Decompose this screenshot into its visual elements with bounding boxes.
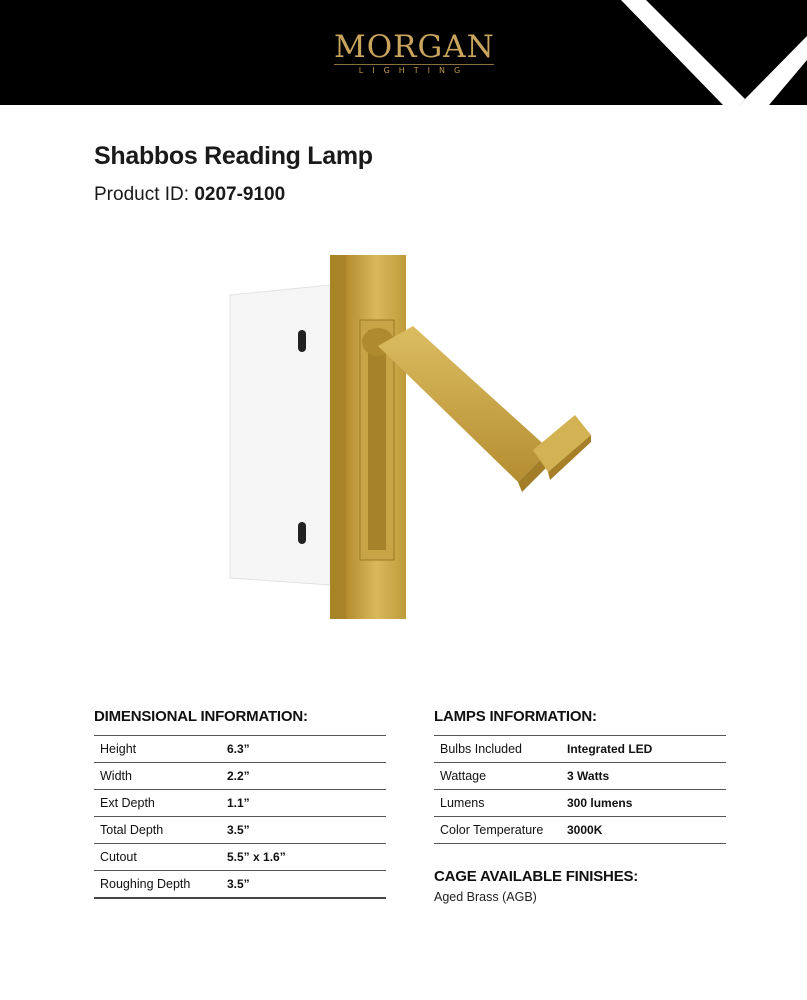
spec-value: 3 Watts [561,763,726,790]
header-banner [0,0,807,105]
table-row [434,736,726,763]
table-row [94,763,386,790]
spec-label: Width [94,763,221,790]
spec-value: 5.5” x 1.6” [221,844,386,871]
spec-label: Roughing Depth [94,871,221,899]
spec-value: 2.2” [221,763,386,790]
table-row [434,817,726,844]
spec-label: Height [94,736,221,763]
dimensional-section-title: DIMENSIONAL INFORMATION: [94,708,308,725]
table-row [94,844,386,871]
spec-label: Lumens [434,790,561,817]
spec-value: 3000K [561,817,726,844]
product-id-label: Product ID: [94,184,190,205]
brand-subtitle: LIGHTING [334,64,494,76]
product-id [94,184,285,206]
product-title: Shabbos Reading Lamp [94,142,373,170]
spec-label: Wattage [434,763,561,790]
finish-item: Aged Brass (AGB) [434,890,537,904]
spec-label: Total Depth [94,817,221,844]
spec-label: Color Temperature [434,817,561,844]
table-row [434,763,726,790]
spec-label: Bulbs Included [434,736,561,763]
spec-label: Cutout [94,844,221,871]
spec-value: 300 lumens [561,790,726,817]
dimensional-table [94,735,386,899]
lamps-table [434,735,726,844]
product-image [218,250,598,630]
table-row [94,736,386,763]
spec-value: Integrated LED [561,736,726,763]
spec-value: 6.3” [221,736,386,763]
corner-decoration [0,0,807,105]
table-row [94,871,386,899]
spec-value: 1.1” [221,790,386,817]
spec-label: Ext Depth [94,790,221,817]
table-row [434,790,726,817]
brand-name: MORGAN [334,29,495,65]
spec-value: 3.5” [221,817,386,844]
table-row [94,790,386,817]
spec-value: 3.5” [221,871,386,899]
finishes-section-title: CAGE AVAILABLE FINISHES: [434,868,639,885]
product-id-value: 0207-9100 [194,184,286,205]
lamps-section-title: LAMPS INFORMATION: [434,708,597,725]
table-row [94,817,386,844]
